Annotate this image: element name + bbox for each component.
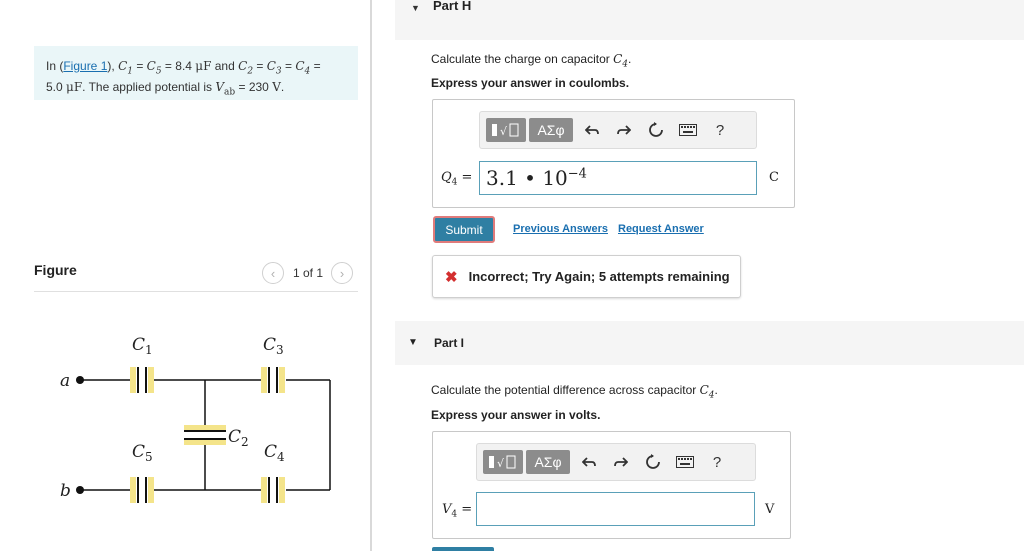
left-pane <box>0 0 371 551</box>
x-icon: ✖ <box>445 268 458 286</box>
c3-symbol: $C_3$ <box>266 59 282 77</box>
label-c1: $C_1$ <box>132 335 153 357</box>
chevron-right-icon[interactable]: › <box>331 262 353 284</box>
unit-volt: V <box>765 502 775 517</box>
feedback-text: Incorrect; Try Again; 5 attempts remaining <box>468 269 730 284</box>
v4-label: $V_4$ = <box>442 502 473 520</box>
redo-icon[interactable] <box>605 456 637 468</box>
capacitor-c1 <box>130 367 154 393</box>
help-button[interactable]: ? <box>712 453 722 471</box>
v4-answer-input[interactable] <box>476 492 755 526</box>
capacitor-c5 <box>130 477 154 503</box>
problem-text: ), <box>107 59 115 73</box>
redo-icon[interactable] <box>608 124 640 136</box>
vab-symbol: $V_{ab}$ <box>215 80 236 98</box>
part-i-question: Calculate the potential difference across capacitor $C_4$. <box>431 383 718 401</box>
figure-divider <box>34 291 358 292</box>
q4-answer-input[interactable]: 3.1 • $10^{-4}$ <box>479 161 757 195</box>
reset-icon[interactable] <box>640 122 672 138</box>
unit-uf: μF <box>195 59 212 73</box>
capacitor-c3 <box>261 367 285 393</box>
c5-symbol: $C_5$ <box>146 59 162 77</box>
node-a-dot <box>76 376 84 384</box>
label-c4: $C_4$ <box>264 442 285 464</box>
problem-prefix: In ( <box>46 59 64 73</box>
feedback-banner <box>432 255 741 298</box>
figure-pager <box>262 262 353 284</box>
part-i-math-toolbar <box>476 443 756 481</box>
figure-title: Figure <box>34 262 77 278</box>
problem-statement <box>34 46 358 100</box>
c2-symbol: $C_2$ <box>238 59 254 77</box>
part-h-header[interactable] <box>395 0 1024 40</box>
greek-symbols-button[interactable]: ΑΣφ <box>529 118 573 142</box>
unit-coulomb: C <box>769 170 779 185</box>
help-button[interactable]: ? <box>715 121 725 139</box>
right-pane <box>372 0 1024 551</box>
label-c3: $C_3$ <box>263 335 284 357</box>
problem-text: . The applied potential is <box>82 80 216 95</box>
capacitor-c2 <box>184 425 226 445</box>
template-icon[interactable] <box>486 118 526 142</box>
part-i-submit-button[interactable] <box>432 547 494 551</box>
greek-symbols-button[interactable]: ΑΣφ <box>526 450 570 474</box>
problem-text: and <box>211 59 239 73</box>
previous-answers-link[interactable]: Previous Answers <box>513 223 608 235</box>
problem-line-2 <box>46 79 346 100</box>
part-i-instruction: Express your answer in volts. <box>431 408 601 422</box>
node-a-label: a <box>60 371 71 391</box>
figure-link[interactable]: Figure 1 <box>63 59 108 73</box>
pager-count: 1 of 1 <box>293 266 324 280</box>
problem-text: = <box>132 59 147 73</box>
unit-volt: V <box>272 80 281 95</box>
label-c2: $C_2$ <box>228 427 249 449</box>
problem-text: 5.0 <box>46 80 67 95</box>
problem-line-1 <box>46 58 346 79</box>
problem-text: = <box>310 59 321 73</box>
template-icon[interactable] <box>483 450 523 474</box>
q4-label: $Q_4$ = <box>441 170 473 188</box>
unit-uf: μF <box>66 80 83 95</box>
c1-symbol: $C_1$ <box>118 59 133 77</box>
problem-text: = <box>281 59 296 73</box>
undo-icon[interactable] <box>576 124 608 136</box>
svg-text:√: √ <box>500 125 508 138</box>
circuit-diagram <box>50 325 350 525</box>
collapse-triangle-icon[interactable]: ▼ <box>411 3 420 13</box>
reset-icon[interactable] <box>637 454 669 470</box>
svg-text:√: √ <box>497 457 505 470</box>
c4-symbol: $C_4$ <box>295 59 311 77</box>
undo-icon[interactable] <box>573 456 605 468</box>
problem-text: = 230 <box>235 80 273 95</box>
submit-button[interactable]: Submit <box>433 216 495 243</box>
node-b-dot <box>76 486 84 494</box>
problem-text: = <box>253 59 267 73</box>
part-h-label: Part H <box>433 0 472 13</box>
label-c5: $C_5$ <box>132 442 153 464</box>
part-i-header[interactable] <box>395 321 1024 365</box>
node-b-label: b <box>60 481 71 501</box>
collapse-triangle-icon[interactable]: ▼ <box>408 337 418 348</box>
part-h-question: Calculate the charge on capacitor $C_4$. <box>431 52 632 70</box>
keyboard-icon[interactable] <box>669 456 701 468</box>
part-h-instruction: Express your answer in coulombs. <box>431 76 630 90</box>
part-h-math-toolbar <box>479 111 757 149</box>
problem-text: . <box>280 80 285 95</box>
capacitor-c4 <box>261 477 285 503</box>
request-answer-link[interactable]: Request Answer <box>618 223 704 235</box>
part-i-label: Part I <box>434 336 465 350</box>
chevron-left-icon[interactable]: ‹ <box>262 262 284 284</box>
keyboard-icon[interactable] <box>672 124 704 136</box>
problem-text: = 8.4 <box>161 59 196 73</box>
